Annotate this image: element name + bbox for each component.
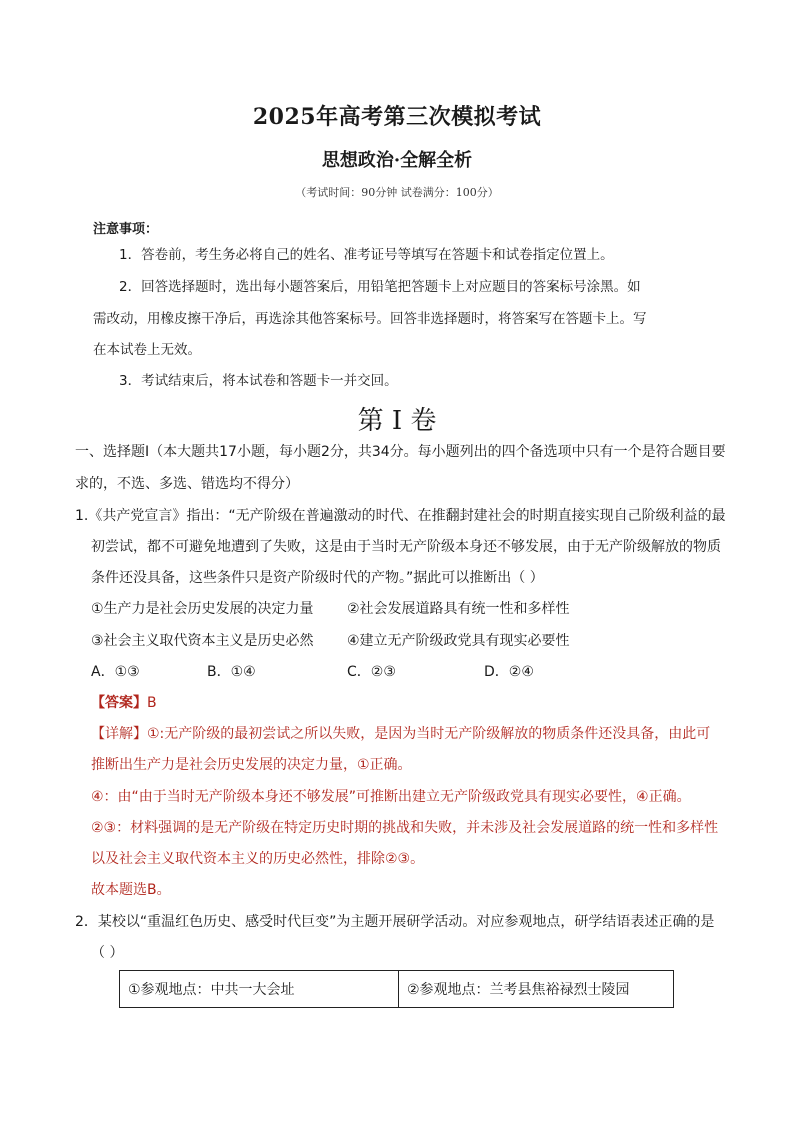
q1-detail-line-5: 以及社会主义取代资本主义的历史必然性，排除②③。 xyxy=(91,851,425,867)
q1-choice-a: A．①③ xyxy=(91,664,140,680)
detail-tag: 【详解】 xyxy=(91,726,147,742)
q1-conclusion: 故本题选B。 xyxy=(91,882,171,898)
q1-detail-line-3: ④：由“由于当时无产阶级本身还不够发展”可推断出建立无产阶级政党具有现实必要性，④正确。 xyxy=(91,789,691,805)
detail-text: ①:无产阶级的最初尝试之所以失败，是因为当时无产阶级解放的物质条件还没具备，由此可 xyxy=(147,726,711,742)
q1-detail-line-1 xyxy=(91,724,710,744)
q1-statement-3: ③社会主义取代资本主义是历史必然 xyxy=(91,633,314,649)
section-heading-line-1: 一、选择题Ⅰ（本大题共17小题，每小题2分，共34分。每小题列出的四个备选项中只有一个是符合题目要 xyxy=(75,444,726,460)
q2-site-2: ②参观地点：兰考县焦裕禄烈士陵园 xyxy=(399,971,674,1008)
q1-statement-2: ②社会发展道路具有统一性和多样性 xyxy=(347,601,570,617)
notice-heading: 注意事项： xyxy=(93,222,159,237)
exam-subtitle: 思想政治·全解全析 xyxy=(321,150,473,171)
q1-statement-4: ④建立无产阶级政党具有现实必要性 xyxy=(347,633,570,649)
q2-site-1: ①参观地点：中共一大会址 xyxy=(120,971,399,1008)
q1-choice-d: D．②④ xyxy=(484,664,534,680)
q1-stem-line-2: 初尝试，都不可避免地遭到了失败，这是由于当时无产阶级本身还不够发展，由于无产阶级解放的物质 xyxy=(91,539,721,555)
q1-answer-line xyxy=(91,693,157,713)
notice-item-3: 3．考试结束后，将本试卷和答题卡一并交回。 xyxy=(119,373,398,389)
answer-tag: 【答案】 xyxy=(91,695,147,711)
volume-heading: 第 I 卷 xyxy=(357,406,437,436)
q1-stem-line-3: 条件还没具备，这些条件只是资产阶级时代的产物。”据此可以推断出（ ） xyxy=(91,570,544,586)
q1-detail-line-4: ②③：材料强调的是无产阶级在特定历史时期的挑战和失败，并未涉及社会发展道路的统一性和多样性 xyxy=(91,820,719,836)
table-row xyxy=(120,971,674,1008)
q1-choice-c: C．②③ xyxy=(347,664,396,680)
section-heading-line-2: 求的，不选、多选、错选均不得分） xyxy=(75,476,299,492)
q2-sites-table xyxy=(119,970,674,1008)
notice-item-1: 1．答卷前，考生务必将自己的姓名、准考证号等填写在答题卡和试卷指定位置上。 xyxy=(119,247,614,263)
notice-item-2-line-3: 在本试卷上无效。 xyxy=(93,342,201,358)
notice-item-2-line-2: 需改动，用橡皮擦干净后，再选涂其他答案标号。回答非选择题时，将答案写在答题卡上。写 xyxy=(93,311,647,327)
q1-stem-line-1: 1.《共产党宣言》指出：“无产阶级在普遍激动的时代、在推翻封建社会的时期直接实现自己阶级利益的最 xyxy=(75,508,726,524)
q2-stem-line-1: 2．某校以“重温红色历史、感受时代巨变”为主题开展研学活动。对应参观地点，研学结语表述正确的是 xyxy=(75,914,715,930)
q1-detail-line-2: 推断出生产力是社会历史发展的决定力量，①正确。 xyxy=(91,757,412,773)
answer-value: B xyxy=(147,695,157,711)
q1-statement-1: ①生产力是社会历史发展的决定力量 xyxy=(91,601,314,617)
q1-choice-b: B．①④ xyxy=(207,664,256,680)
exam-time-score: （考试时间：90分钟 试卷满分：100分） xyxy=(295,186,499,199)
q2-stem-line-2: （ ） xyxy=(91,945,124,961)
notice-item-2-line-1: 2．回答选择题时，选出每小题答案后，用铅笔把答题卡上对应题目的答案标号涂黑。如 xyxy=(119,279,641,295)
exam-title: 2025年高考第三次模拟考试 xyxy=(252,104,542,130)
